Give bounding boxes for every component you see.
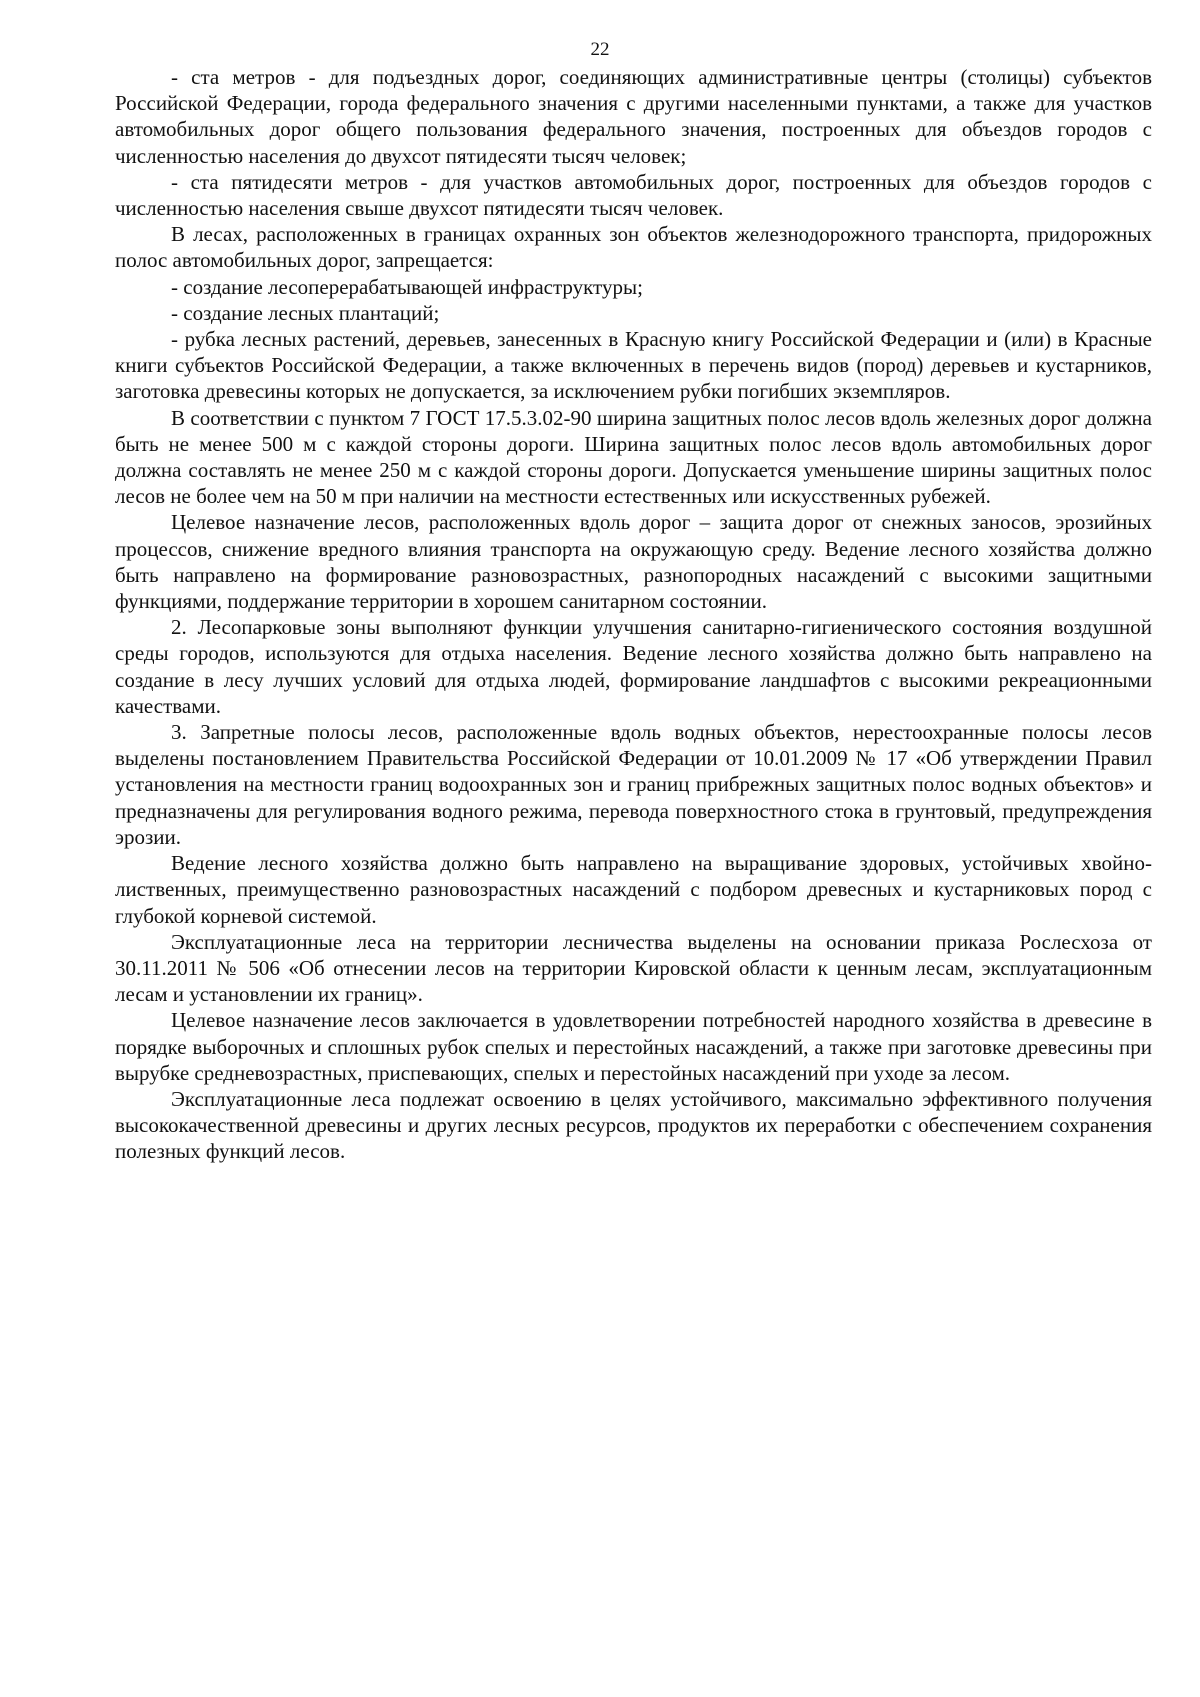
page-number: 22 bbox=[590, 39, 610, 60]
paragraph-roads-hundred-meters: - ста метров - для подъездных дорог, соединяющих административные центры (столицы) субъектов Российской Федерации, города федерального значения с другими населенными пунктами, а также для участков автомобильных дорог общего пользования федерального значения, построенных для объездов городов с численностью населения до двухсот пятидесяти тысяч человек; bbox=[115, 65, 1152, 168]
list-item-processing-infrastructure: - создание лесоперерабатывающей инфраструктуры; bbox=[171, 274, 643, 299]
paragraph-roads-hundred-fifty-meters: - ста пятидесяти метров - для участков автомобильных дорог, построенных для объездов городов с численностью населения свыше двухсот пятидесяти тысяч человек. bbox=[115, 169, 1152, 221]
list-item-forest-plantations: - создание лесных плантаций; bbox=[171, 300, 440, 325]
list-item-red-book-felling: - рубка лесных растений, деревьев, занесенных в Красную книгу Российской Федерации и (или) в Красные книги субъектов Российской Федерации, а также включенных в перечень видов (пород) деревьев и кустарников, заготовка древесины которых не допускается, за исключением рубки погибших экземпляров. bbox=[115, 327, 1152, 404]
paragraph-forest-park-zones: 2. Лесопарковые зоны выполняют функции улучшения санитарно-гигиенического состояния воздушной среды городов, используются для отдыха населения. Ведение лесного хозяйства должно быть направлено на создание в лесу лучших условий для отдыха людей, формирование ландшафтов с высокими рекреационными качествами. bbox=[115, 615, 1152, 718]
paragraph-prohibitions-intro: В лесах, расположенных в границах охранных зон объектов железнодорожного транспорта, придорожных полос автомобильных дорог, запрещается: bbox=[115, 222, 1152, 273]
paragraph-gost-strip-width: В соответствии с пунктом 7 ГОСТ 17.5.3.02-90 ширина защитных полос лесов вдоль железных дорог должна быть не менее 500 м с каждой стороны дороги. Ширина защитных полос лесов вдоль автомобильных дорог должна составлять не менее 250 м с каждой стороны дороги. Допускается уменьшение ширины защитных полос лесов не более чем на 50 м при наличии на местности естественных или искусственных рубежей. bbox=[115, 405, 1152, 509]
paragraph-exploitation-development: Эксплуатационные леса подлежат освоению в целях устойчивого, максимально эффективного получения высококачественной древесины и других лесных ресурсов, продуктов их переработки с обеспечением сохранения полезных функций лесов. bbox=[115, 1086, 1152, 1164]
paragraph-target-purpose: Целевое назначение лесов заключается в удовлетворении потребностей народного хозяйства в древесине в порядке выборочных и сплошных рубок спелых и перестойных насаждений, а также при заготовке древесины при вырубке средневозрастных, приспевающих, спелых и перестойных насаждений при уходе за лесом. bbox=[115, 1008, 1152, 1085]
paragraph-protected-strips: 3. Запретные полосы лесов, расположенные вдоль водных объектов, нерестоохранные полосы лесов выделены постановлением Правительства Российской Федерации от 10.01.2009 № 17 «Об утверждении Правил установления на местности границ водоохранных зон и границ прибрежных защитных полос водных объектов» и предназначены для регулирования водного режима, перевода поверхностного стока в грунтовый, предупреждения эрозии. bbox=[115, 720, 1152, 849]
document-body bbox=[115, 64, 1152, 1165]
paragraph-forestry-management: Ведение лесного хозяйства должно быть направлено на выращивание здоровых, устойчивых хвойно-лиственных, преимущественно разновозрастных насаждений с подбором древесных и кустарниковых пород с глубокой корневой системой. bbox=[115, 851, 1152, 928]
paragraph-roadside-purpose: Целевое назначение лесов, расположенных вдоль дорог – защита дорог от снежных заносов, эрозийных процессов, снижение вредного влияния транспорта на окружающую среду. Ведение лесного хозяйства должно быть направлено на формирование разновозрастных, разнопородных насаждений с высокими защитными функциями, поддержание территории в хорошем санитарном состоянии. bbox=[115, 510, 1152, 614]
paragraph-exploitation-forests: Эксплуатационные леса на территории лесничества выделены на основании приказа Рослесхоза от 30.11.2011 № 506 «Об отнесении лесов на территории Кировской области к ценным лесам, эксплуатационным лесам и установлении их границ». bbox=[115, 929, 1152, 1007]
